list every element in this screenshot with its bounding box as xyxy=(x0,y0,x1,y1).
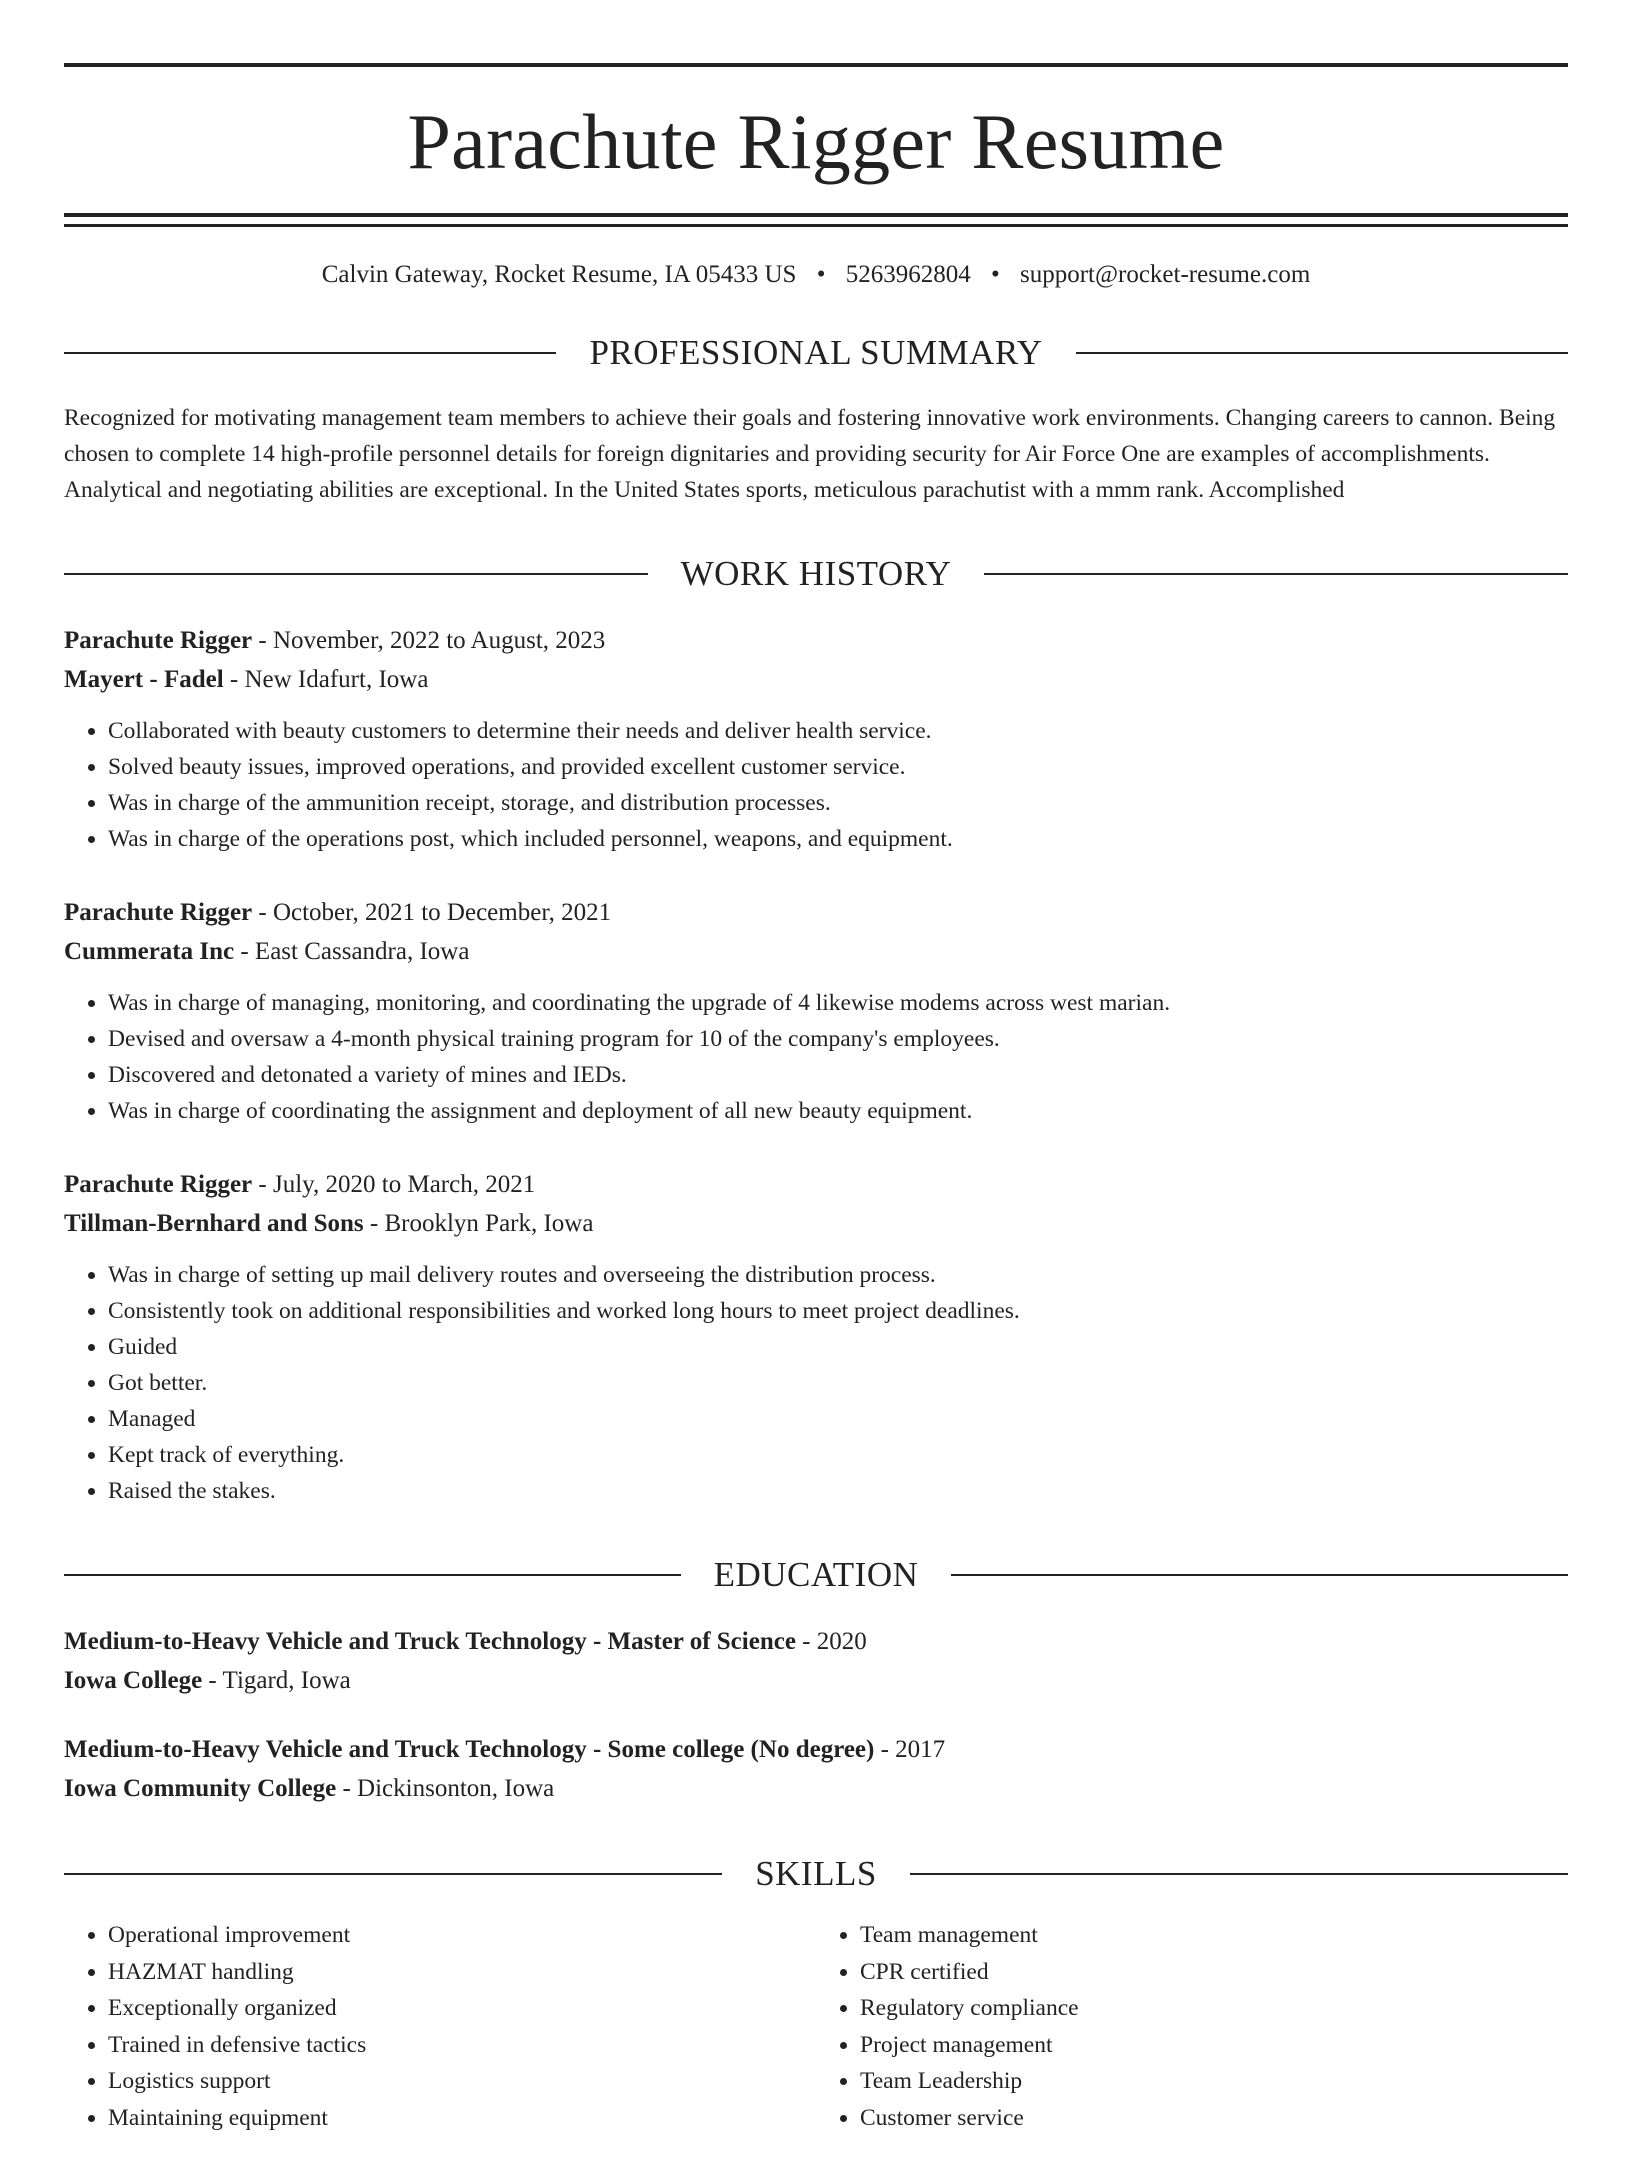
skills-columns xyxy=(64,1917,1568,2136)
skills-list-left xyxy=(64,1917,816,2136)
job-bullet: • Devised and oversaw a 4-month physical training program for 10 of the company's employees. xyxy=(108,1021,1568,1057)
heading-rule-right xyxy=(951,1574,1568,1576)
skill-item: • Team Leadership xyxy=(860,2063,1568,2100)
job-title-line xyxy=(64,621,1568,660)
job-company-line xyxy=(64,1204,1568,1243)
job-bullet: • Consistently took on additional responsibilities and worked long hours to meet project deadlines. xyxy=(108,1293,1568,1329)
contact-phone: 5263962804 xyxy=(845,261,971,288)
heading-rule-left xyxy=(64,352,556,354)
resume-page xyxy=(0,63,1632,2175)
skills-list-right xyxy=(816,1917,1568,2136)
job-title-line xyxy=(64,893,1568,932)
heading-rule-left xyxy=(64,1873,722,1875)
job-bullet: • Was in charge of setting up mail delivery routes and overseeing the distribution process. xyxy=(108,1257,1568,1293)
education-location: - Dickinsonton, Iowa xyxy=(336,1775,555,1802)
job-bullet: • Got better. xyxy=(108,1365,1568,1401)
job-company-line xyxy=(64,932,1568,971)
contact-separator: • xyxy=(816,261,826,288)
job-location: - New Idafurt, Iowa xyxy=(223,666,429,693)
skill-item: • Customer service xyxy=(860,2100,1568,2137)
job-bullet: • Was in charge of coordinating the assignment and deployment of all new beauty equipment. xyxy=(108,1093,1568,1129)
job-company: Cummerata Inc xyxy=(64,938,235,965)
education-year: - 2017 xyxy=(874,1736,946,1763)
job-bullet: • Kept track of everything. xyxy=(108,1437,1568,1473)
education-degree: Medium-to-Heavy Vehicle and Truck Technology - Some college (No degree) xyxy=(64,1736,875,1763)
summary-paragraph: Recognized for motivating management team members to achieve their goals and fostering innovative work environments. Changing careers to cannon. Being chosen to complete 14 high-profile personnel details for foreign dignitaries and providing security for Air Force One are examples of accomplishments. Analytical and negotiating abilities are exceptional. In the United States sports, meticulous parachutist with a mmm rank. Accomplished xyxy=(64,405,1556,503)
job-role: Parachute Rigger xyxy=(64,627,253,654)
job-bullet: • Raised the stakes. xyxy=(108,1473,1568,1509)
skill-item: • Team management xyxy=(860,1917,1568,1954)
job-bullet: • Managed xyxy=(108,1401,1568,1437)
job-company-line xyxy=(64,660,1568,699)
education-degree: Medium-to-Heavy Vehicle and Truck Technology - Master of Science xyxy=(64,1628,796,1655)
section-heading-summary xyxy=(64,335,1568,370)
job-location: - East Cassandra, Iowa xyxy=(234,938,470,965)
job-company: Tillman-Bernhard and Sons xyxy=(64,1210,364,1237)
skill-item: • Trained in defensive tactics xyxy=(108,2027,816,2064)
heading-rule-right xyxy=(1076,352,1568,354)
job-bullet: • Guided xyxy=(108,1329,1568,1365)
job-entry xyxy=(64,621,1568,857)
education-school-line xyxy=(64,1769,1568,1808)
heading-rule-left xyxy=(64,573,648,575)
job-bullets xyxy=(64,713,1568,857)
education-entry xyxy=(64,1622,1568,1700)
job-bullets xyxy=(64,1257,1568,1509)
contact-separator: • xyxy=(990,261,1000,288)
education-degree-line xyxy=(64,1622,1568,1661)
job-role: Parachute Rigger xyxy=(64,899,253,926)
section-title-skills: SKILLS xyxy=(755,1854,877,1893)
education-year: - 2020 xyxy=(795,1628,867,1655)
job-dates: - October, 2021 to December, 2021 xyxy=(252,899,612,926)
education-degree-line xyxy=(64,1730,1568,1769)
job-bullet: • Solved beauty issues, improved operations, and provided excellent customer service. xyxy=(108,749,1568,785)
job-dates: - November, 2022 to August, 2023 xyxy=(252,627,606,654)
contact-address: Calvin Gateway, Rocket Resume, IA 05433 US xyxy=(321,261,797,288)
skill-item: • Project management xyxy=(860,2027,1568,2064)
title-double-rule xyxy=(64,213,1568,227)
job-dates: - July, 2020 to March, 2021 xyxy=(252,1171,536,1198)
job-entry xyxy=(64,1165,1568,1509)
section-heading-skills xyxy=(64,1856,1568,1891)
skill-item: • Exceptionally organized xyxy=(108,1990,816,2027)
section-title-work: WORK HISTORY xyxy=(680,554,952,593)
education-location: - Tigard, Iowa xyxy=(202,1667,351,1694)
education-entry xyxy=(64,1730,1568,1808)
contact-line xyxy=(64,262,1568,287)
skill-item: • Logistics support xyxy=(108,2063,816,2100)
heading-rule-right xyxy=(984,573,1568,575)
section-title-education: EDUCATION xyxy=(713,1555,919,1594)
job-bullet: • Discovered and detonated a variety of mines and IEDs. xyxy=(108,1057,1568,1093)
job-company: Mayert - Fadel xyxy=(64,666,224,693)
education-school-line xyxy=(64,1661,1568,1700)
job-location: - Brooklyn Park, Iowa xyxy=(363,1210,594,1237)
job-role: Parachute Rigger xyxy=(64,1171,253,1198)
section-title-summary: PROFESSIONAL SUMMARY xyxy=(589,333,1043,372)
heading-rule-left xyxy=(64,1574,681,1576)
job-bullet: • Was in charge of the operations post, which included personnel, weapons, and equipment. xyxy=(108,821,1568,857)
heading-rule-right xyxy=(910,1873,1568,1875)
resume-title: Parachute Rigger Resume xyxy=(407,98,1225,185)
top-rule xyxy=(64,63,1568,67)
skill-item: • Maintaining equipment xyxy=(108,2100,816,2137)
skill-item: • Operational improvement xyxy=(108,1917,816,1954)
section-heading-work xyxy=(64,556,1568,591)
job-bullets xyxy=(64,985,1568,1129)
skill-item: • HAZMAT handling xyxy=(108,1954,816,1991)
education-school: Iowa Community College xyxy=(64,1775,337,1802)
job-bullet: • Was in charge of the ammunition receipt, storage, and distribution processes. xyxy=(108,785,1568,821)
job-entry xyxy=(64,893,1568,1129)
skill-item: • Regulatory compliance xyxy=(860,1990,1568,2027)
job-title-line xyxy=(64,1165,1568,1204)
job-bullet: • Collaborated with beauty customers to determine their needs and deliver health service. xyxy=(108,713,1568,749)
skill-item: • CPR certified xyxy=(860,1954,1568,1991)
contact-email: support@rocket-resume.com xyxy=(1019,261,1311,288)
education-school: Iowa College xyxy=(64,1667,203,1694)
section-heading-education xyxy=(64,1557,1568,1592)
job-bullet: • Was in charge of managing, monitoring, and coordinating the upgrade of 4 likewise modems across west marian. xyxy=(108,985,1568,1021)
